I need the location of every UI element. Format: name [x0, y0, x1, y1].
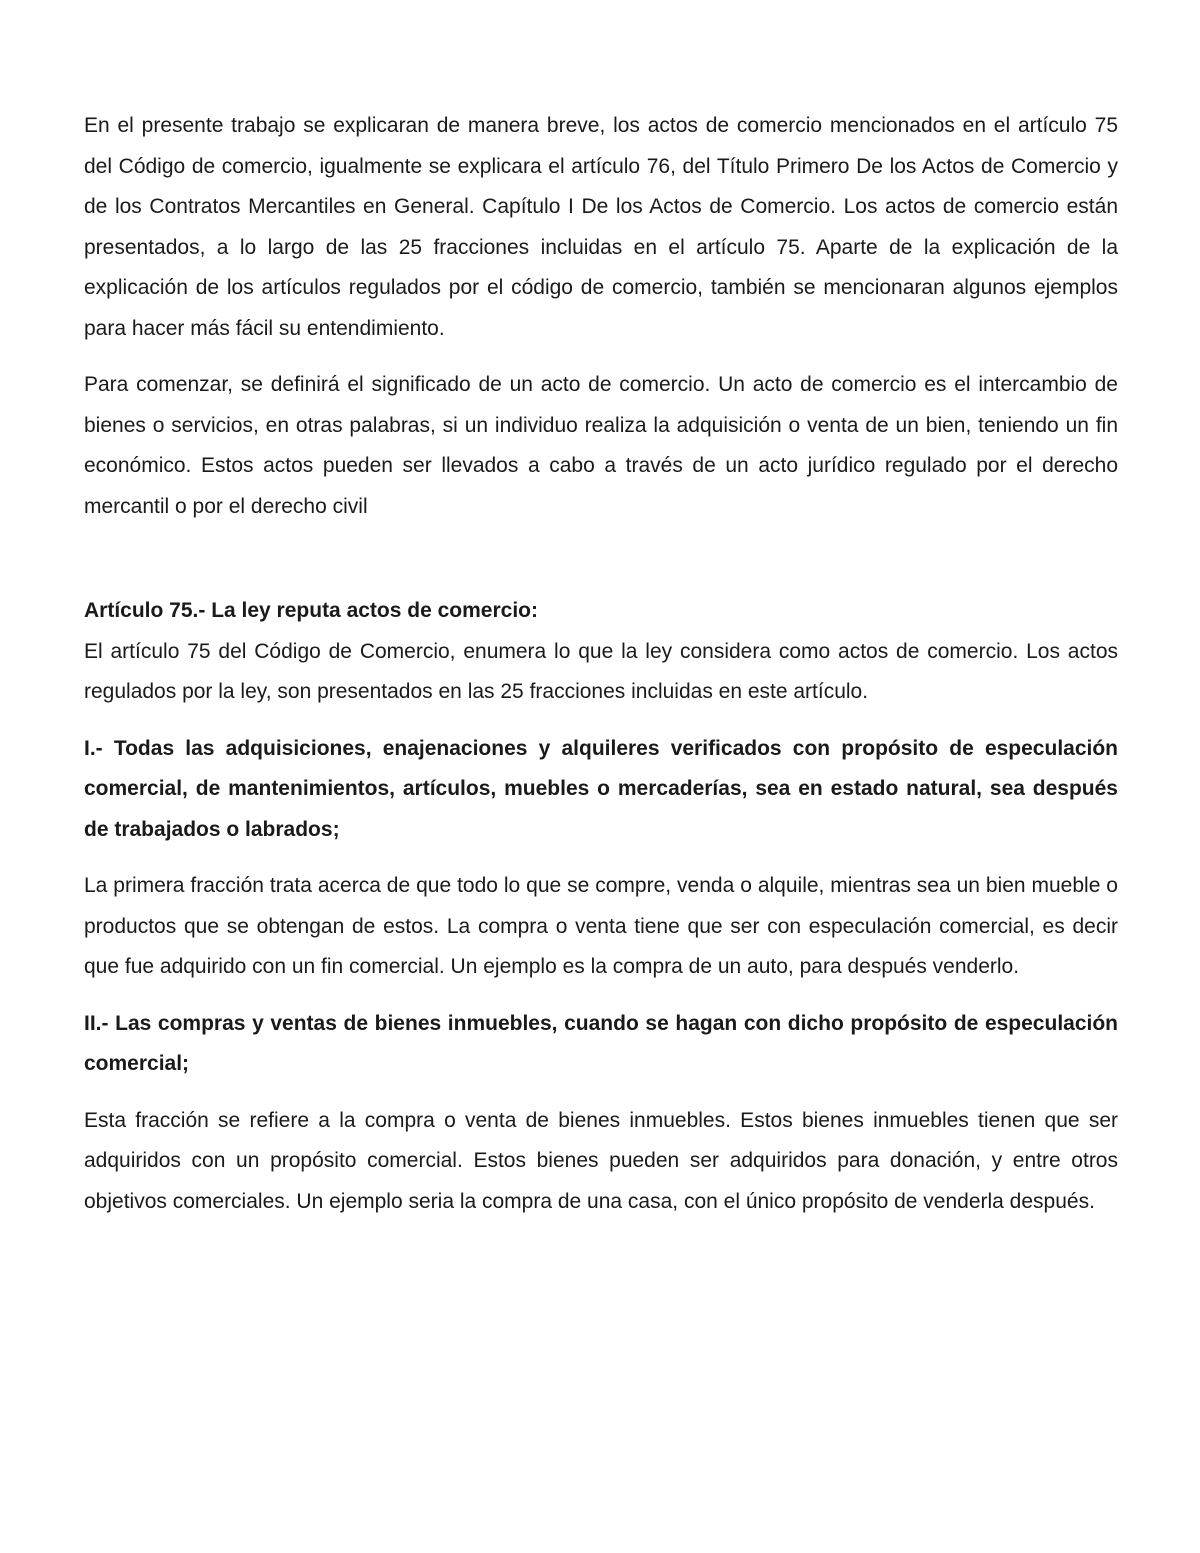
- article-intro-paragraph: El artículo 75 del Código de Comercio, enumera lo que la ley considera como actos de comercio. Los actos regulados por la ley, son presentados en las 25 fracciones incluidas en este artículo.: [84, 639, 1118, 703]
- fraction-body-ii: Esta fracción se refiere a la compra o venta de bienes inmuebles. Estos bienes inmuebles tienen que ser adquiridos con un propósito comercial. Estos bienes pueden ser adquiridos para donación, y entre otros objetivos comerciales. Un ejemplo seria la compra de una casa, con el único propósito de venderla después.: [84, 1108, 1118, 1213]
- fraction-title-i: I.- Todas las adquisiciones, enajenaciones y alquileres verificados con propósito de especulación comercial, de mantenimientos, artículos, muebles o mercaderías, sea en estado natural, sea después de trabajados o labrados;: [84, 736, 1118, 841]
- intro-paragraph: En el presente trabajo se explicaran de manera breve, los actos de comercio mencionados en el artículo 75 del Código de comercio, igualmente se explicara el artículo 76, del Título Primero De los Actos de Comercio y de los Contratos Mercantiles en General. Capítulo I De los Actos de Comercio. Los actos de comercio están presentados, a lo largo de las 25 fracciones incluidas en el artículo 75. Aparte de la explicación de la explicación de los artículos regulados por el código de comercio, también se mencionaran algunos ejemplos para hacer más fácil su entendimiento.: [84, 114, 1118, 340]
- fraction-title-ii: II.- Las compras y ventas de bienes inmuebles, cuando se hagan con dicho propósito de especulación comercial;: [84, 1011, 1118, 1075]
- definition-paragraph: Para comenzar, se definirá el significado de un acto de comercio. Un acto de comercio es el intercambio de bienes o servicios, en otras palabras, si un individuo realiza la adquisición o venta de un bien, teniendo un fin económico. Estos actos pueden ser llevados a cabo a través de un acto jurídico regulado por el derecho mercantil o por el derecho civil: [84, 373, 1118, 518]
- article-heading: Artículo 75.- La ley reputa actos de comercio:: [84, 599, 538, 622]
- fraction-body-i: La primera fracción trata acerca de que todo lo que se compre, venda o alquile, mientras sea un bien mueble o productos que se obtengan de estos. La compra o venta tiene que ser con especulación comercial, es decir que fue adquirido con un fin comercial. Un ejemplo es la compra de un auto, para después venderlo.: [84, 874, 1118, 978]
- document-body: [84, 106, 1118, 1238]
